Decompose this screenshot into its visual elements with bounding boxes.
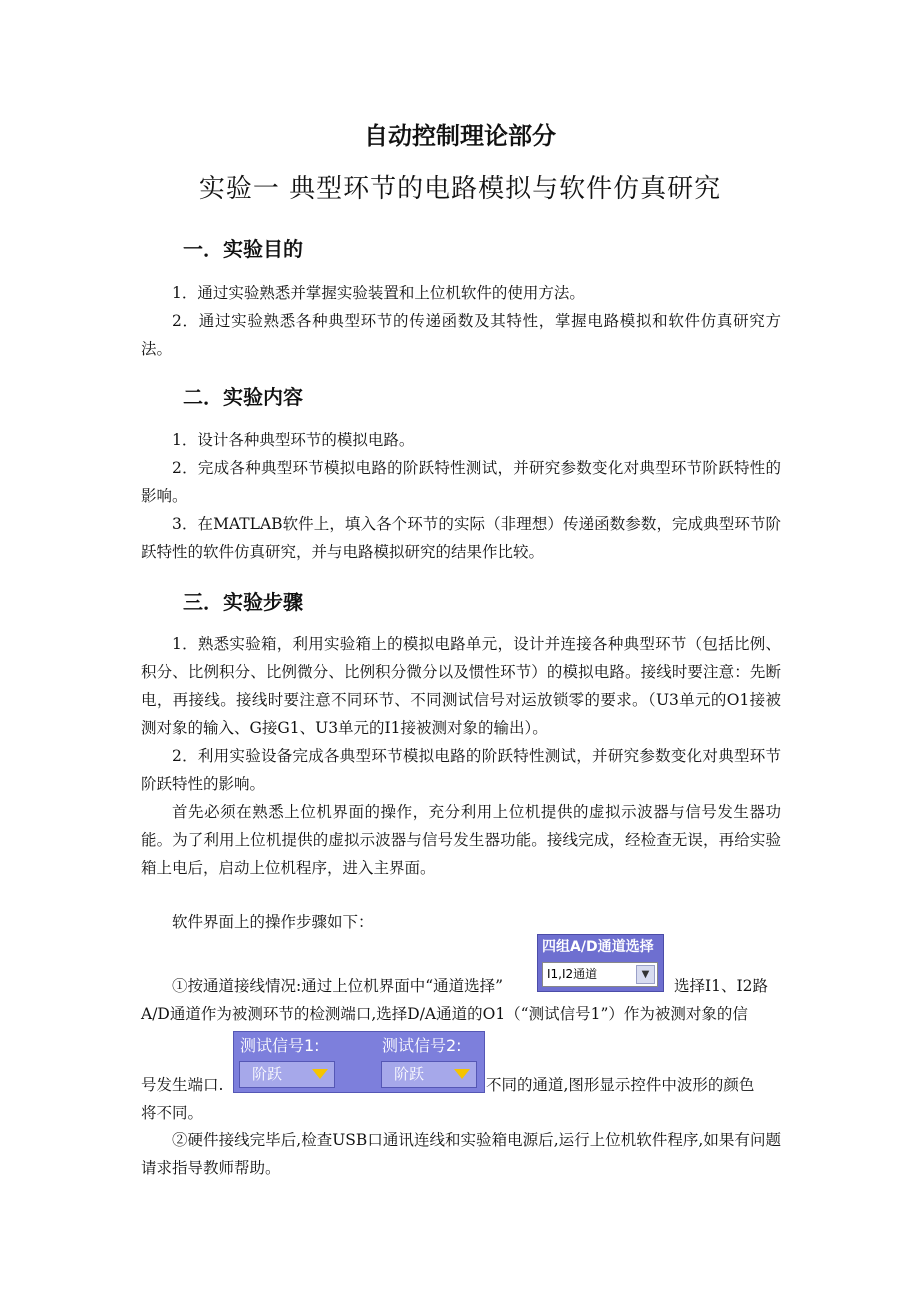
purpose-item-1: 1．通过实验熟悉并掌握实验装置和上位机软件的使用方法。 — [172, 284, 585, 302]
test-signal-1-label: 测试信号1: — [240, 1036, 320, 1055]
test-signal-2-dropdown[interactable] — [381, 1061, 477, 1088]
main-title: 自动控制理论部分 — [364, 121, 556, 150]
step-1-text-d: 号发生端口. — [141, 1076, 224, 1094]
experiment-title: 实验一 典型环节的电路模拟与软件仿真研究 — [198, 174, 722, 204]
purpose-item-2: 2．通过实验熟悉各种典型环节的传递函数及其特性，掌握电路模拟和软件仿真研究方法。 — [141, 312, 781, 358]
content-item-2: 2．完成各种典型环节模拟电路的阶跃特性测试，并研究参数变化对典型环节阶跃特性的影响。 — [141, 459, 781, 505]
step-1-text-e: 不同的通道,图形显示控件中波形的颜色 — [486, 1076, 755, 1094]
step-item-2: 2．利用实验设备完成各典型环节模拟电路的阶跃特性测试，并研究参数变化对典型环节阶跃特性的影响。 — [141, 747, 781, 793]
triangle-down-icon[interactable] — [312, 1069, 328, 1079]
channel-select-dropdown[interactable] — [542, 962, 658, 987]
software-steps-intro: 软件界面上的操作步骤如下： — [172, 913, 374, 931]
test-signal-2-value: 阶跃 — [394, 1065, 425, 1083]
test-signal-widget — [233, 1031, 485, 1093]
test-signal-1-value: 阶跃 — [252, 1065, 283, 1083]
channel-select-value: I1,I2通道 — [547, 967, 598, 981]
step-1-text-a: ①按通道接线情况:通过上位机界面中“通道选择” — [172, 977, 504, 995]
step-1-text-c: A/D通道作为被测环节的检测端口,选择D/A通道的O1（“测试信号1”）作为被测对象的信 — [141, 1005, 748, 1023]
section-heading-purpose: 一．实验目的 — [183, 237, 303, 261]
section-heading-steps: 三．实验步骤 — [183, 590, 303, 614]
step-2-hardware-check: ②硬件接线完毕后,检查USB口通讯连线和实验箱电源后,运行上位机软件程序,如果有问题请求指导教师帮助。 — [141, 1131, 781, 1177]
step-item-1: 1．熟悉实验箱，利用实验箱上的模拟电路单元，设计并连接各种典型环节（包括比例、积分、比例积分、比例微分、比例积分微分以及惯性环节）的模拟电路。接线时要注意：先断电，再接线。接线时要注意不同环节、不同测试信号对运放锁零的要求。（U3单元的O1接被测对象的输入、G接G1、U3单元的I1接被测对象的输出）。 — [141, 635, 781, 737]
content-item-1: 1．设计各种典型环节的模拟电路。 — [172, 431, 415, 449]
test-signal-2-label: 测试信号2: — [382, 1036, 462, 1055]
channel-select-header: 四组A/D通道选择 — [542, 939, 654, 955]
section-heading-content: 二．实验内容 — [183, 385, 303, 409]
step-1-text-b: 选择I1、I2路 — [674, 977, 768, 995]
triangle-down-icon[interactable] — [454, 1069, 470, 1079]
chevron-down-icon[interactable]: ▼ — [636, 965, 655, 984]
step-intro-paragraph: 首先必须在熟悉上位机界面的操作，充分利用上位机提供的虚拟示波器与信号发生器功能。为了利用上位机提供的虚拟示波器与信号发生器功能。接线完成，经检查无误，再给实验箱上电后，启动上位机程序，进入主界面。 — [141, 803, 781, 877]
step-1-text-f: 将不同。 — [141, 1104, 204, 1122]
channel-select-widget — [537, 934, 664, 992]
content-item-3: 3．在MATLAB软件上，填入各个环节的实际（非理想）传递函数参数，完成典型环节阶跃特性的软件仿真研究，并与电路模拟研究的结果作比较。 — [141, 515, 781, 561]
test-signal-1-dropdown[interactable] — [239, 1061, 335, 1088]
